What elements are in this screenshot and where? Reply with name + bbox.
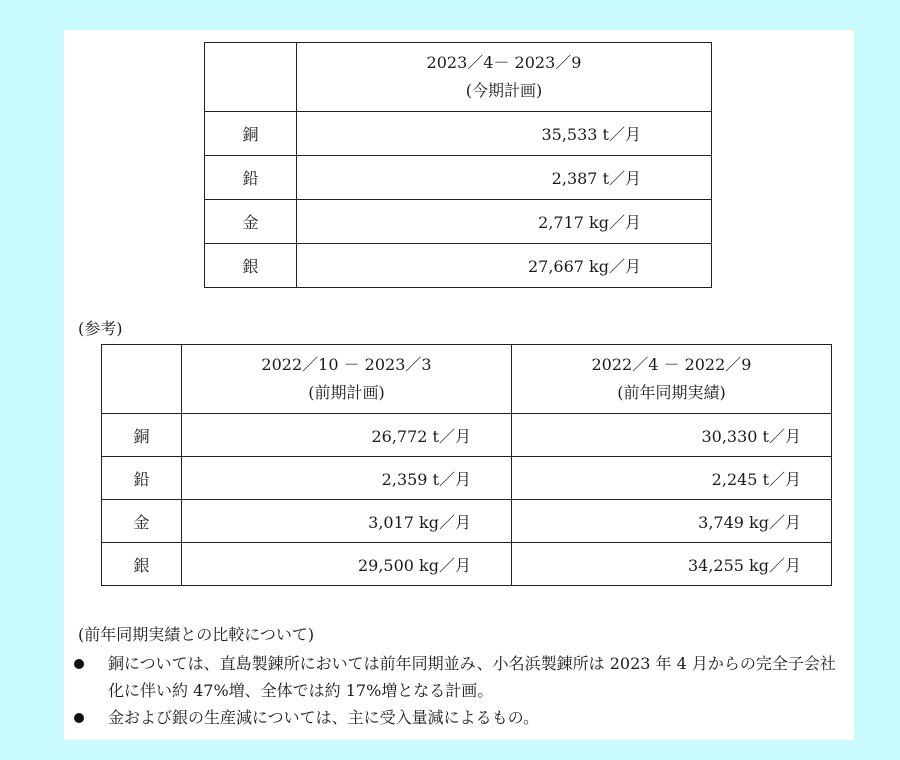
prior-year-value: 2,245 t／月 (512, 457, 832, 500)
metal-label: 金 (205, 200, 297, 244)
table-row (205, 244, 712, 288)
previous-plan-value: 2,359 t／月 (182, 457, 512, 500)
period-header-cell (297, 43, 712, 112)
comparison-heading: (前年同期実績との比較について) (78, 625, 315, 644)
previous-plan-header-cell (182, 345, 512, 414)
table-row (102, 457, 832, 500)
prior-year-value: 30,330 t／月 (512, 414, 832, 457)
table-row (205, 200, 712, 244)
metal-label: 鉛 (102, 457, 182, 500)
prior-year-header-cell (512, 345, 832, 414)
period-label: 2022／10 － 2023／3 (261, 355, 432, 374)
reference-label: (参考) (78, 319, 123, 338)
production-value: 2,717 kg／月 (297, 200, 712, 244)
previous-plan-value: 29,500 kg／月 (182, 543, 512, 586)
production-value: 2,387 t／月 (297, 156, 712, 200)
prior-year-value: 34,255 kg／月 (512, 543, 832, 586)
bullet-text: 金および銀の生産減については、主に受入量減によるもの。 (108, 708, 540, 727)
previous-plan-value: 26,772 t／月 (182, 414, 512, 457)
table-row (102, 500, 832, 543)
metal-label: 鉛 (205, 156, 297, 200)
production-value: 35,533 t／月 (297, 112, 712, 156)
period-label: 2022／4 － 2022／9 (591, 355, 752, 374)
list-item (64, 650, 854, 704)
table-header-row (102, 345, 832, 414)
previous-plan-value: 3,017 kg／月 (182, 500, 512, 543)
table-header-row (205, 43, 712, 112)
document-page (64, 30, 854, 740)
current-plan-table (204, 42, 712, 288)
period-note: (今期計画) (465, 81, 543, 100)
metal-label: 銅 (102, 414, 182, 457)
metal-label: 銀 (102, 543, 182, 586)
empty-header-cell (205, 43, 297, 112)
table-row (205, 112, 712, 156)
empty-header-cell (102, 345, 182, 414)
reference-table (101, 344, 832, 586)
table-row (205, 156, 712, 200)
period-label: 2023／4－ 2023／9 (426, 53, 582, 72)
table-row (102, 414, 832, 457)
list-item (64, 704, 854, 731)
bullet-dot-icon (74, 713, 84, 723)
comparison-bullet-list (64, 650, 854, 731)
bullet-dot-icon (74, 659, 84, 669)
production-value: 27,667 kg／月 (297, 244, 712, 288)
prior-year-value: 3,749 kg／月 (512, 500, 832, 543)
bullet-text: 銅については、直島製錬所においては前年同期並み、小名浜製錬所は 2023 年 4 月からの完全子会社化に伴い約 47%増、全体では約 17%増となる計画。 (108, 654, 836, 700)
metal-label: 金 (102, 500, 182, 543)
metal-label: 銀 (205, 244, 297, 288)
metal-label: 銅 (205, 112, 297, 156)
table-row (102, 543, 832, 586)
period-note: (前期計画) (308, 383, 385, 402)
period-note: (前年同期実績) (617, 383, 726, 402)
